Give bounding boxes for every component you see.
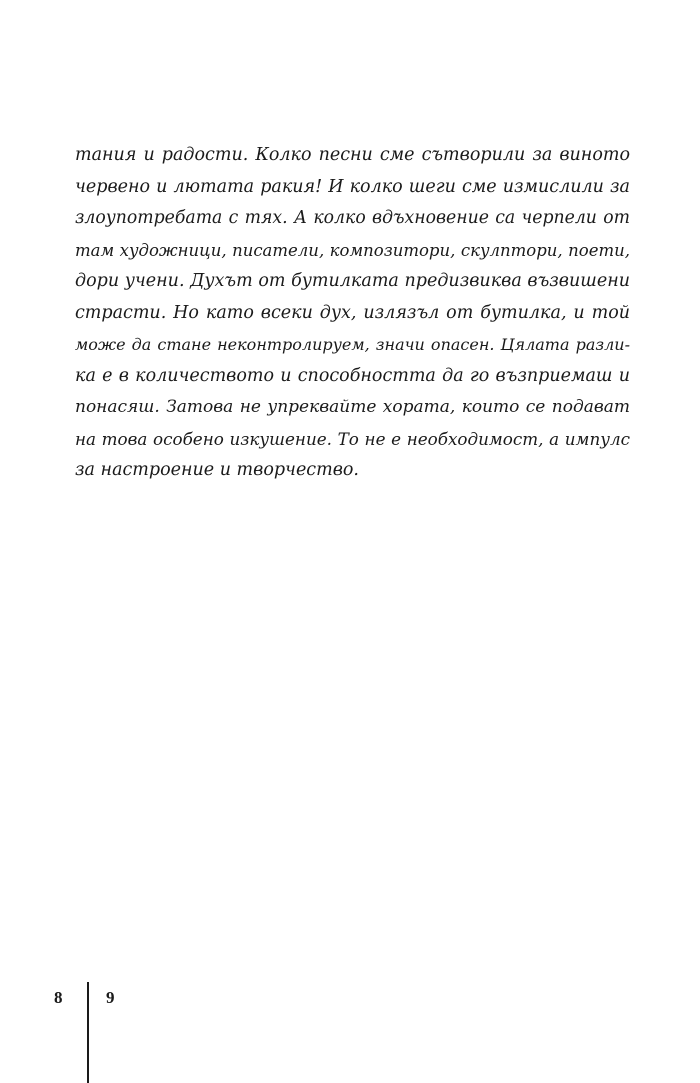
text-line: червено и лютата ракия! И колко шеги сме измислили за [75, 176, 630, 197]
text-line: там художници, писатели, композитори, скулптори, поети, [75, 240, 630, 260]
text-line: за настроение и творчество. [75, 460, 359, 480]
page-number-left: 8 [54, 988, 63, 1007]
text-line: на това особено изкушение. То не е необходимост, а импулс [75, 428, 630, 449]
page-number-right: 9 [106, 988, 115, 1007]
text-line: понасяш. Затова не упреквайте хората, които се подават [75, 397, 630, 417]
text-line: страсти. Но като всеки дух, излязъл от бутилка, и той [75, 302, 630, 323]
text-line: може да стане неконтролируем, значи опасен. Цялата разли- [75, 335, 630, 354]
text-line: злоупотребата с тях. А колко вдъхновение са черпели от [75, 208, 630, 228]
text-line: ка е в количеството и способността да го възприемаш и [75, 365, 630, 386]
page-divider [87, 982, 89, 1083]
text-line: дори учени. Духът от бутилката предизвиква възвишени [75, 271, 630, 291]
text-line: тания и радости. Колко песни сме сътворили за виното [75, 145, 630, 165]
body-paragraph [75, 140, 630, 487]
